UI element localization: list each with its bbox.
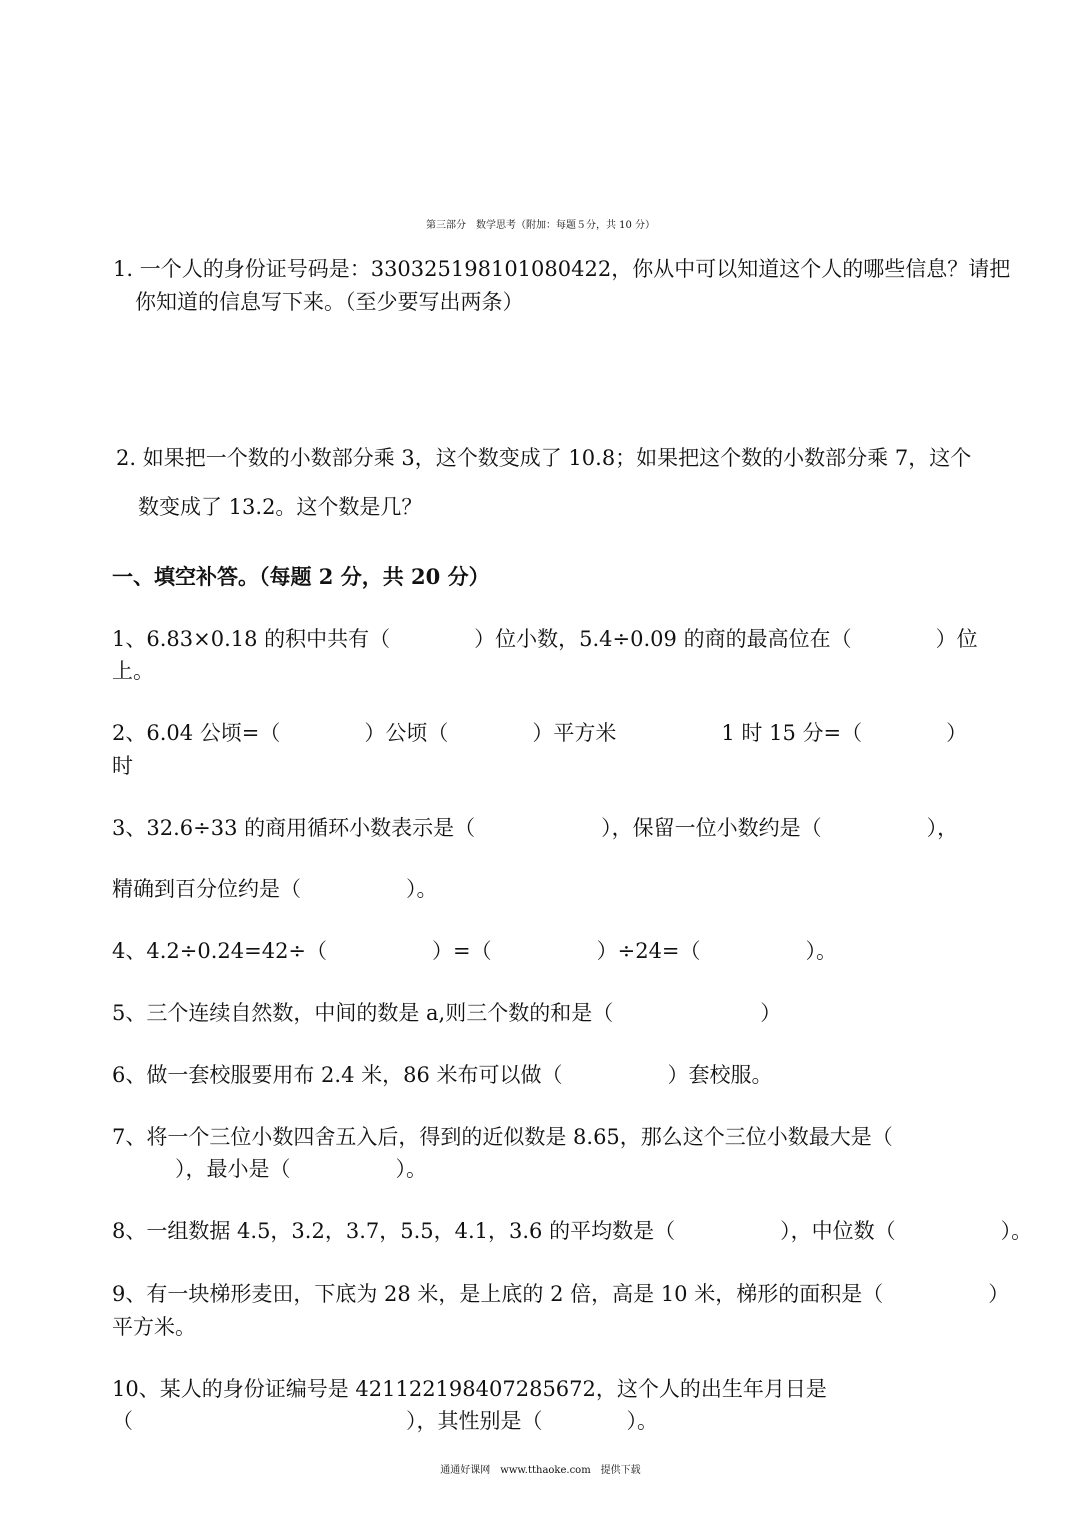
fill-item-3-cont: 精确到百分位约是（ ）。: [112, 877, 438, 901]
fill-item-10: 10、某人的身份证编号是 421122198407285672，这个人的出生年月日是: [112, 1377, 827, 1401]
fill-item-1-cont: 上。: [112, 659, 154, 683]
fill-item-1: 1、6.83×0.18 的积中共有（ ）位小数，5.4÷0.09 的商的最高位在（ ）位: [112, 627, 978, 651]
q2-line2: 数变成了 13.2。这个数是几？: [138, 495, 423, 519]
fill-item-10-cont: （ ），其性别是（ ）。: [112, 1409, 658, 1433]
fill-item-5: 5、三个连续自然数，中间的数是 a,则三个数的和是（ ）: [112, 1001, 782, 1025]
fill-item-7: 7、将一个三位小数四舍五入后，得到的近似数是 8.65，那么这个三位小数最大是（: [112, 1125, 893, 1149]
fill-item-9-cont: 平方米。: [112, 1315, 196, 1339]
page-footer: 通通好课网 www.tthaoke.com 提供下载: [440, 1465, 641, 1476]
fill-item-2: 2、6.04 公顷=（ ）公顷（ ）平方米 1 时 15 分=（ ）: [112, 721, 968, 745]
part3-title: 第三部分 数学思考（附加：每题５分，共 10 分）: [425, 220, 656, 231]
fill-item-9: 9、有一块梯形麦田，下底为 28 米，是上底的 2 倍，高是 10 米，梯形的面积是（ ）: [112, 1282, 1010, 1306]
fill-item-3: 3、32.6÷33 的商用循环小数表示是（ ），保留一位小数约是（ ），: [112, 816, 959, 840]
section1-heading: 一、填空补答。（每题 2 分，共 20 分）: [112, 564, 490, 589]
fill-item-2-cont: 时: [112, 754, 133, 778]
fill-item-6: 6、做一套校服要用布 2.4 米，86 米布可以做（ ）套校服。: [112, 1063, 773, 1087]
q2-line1: 2. 如果把一个数的小数部分乘 3，这个数变成了 10.8；如果把这个数的小数部分乘 7，这个: [116, 446, 972, 470]
q1-line1: 1. 一个人的身份证号码是：330325198101080422，你从中可以知道这个人的哪些信息？请把: [113, 257, 1011, 281]
fill-item-8: 8、一组数据 4.5，3.2，3.7，5.5，4.1，3.6 的平均数是（ ），中位数（ ）。: [112, 1219, 1033, 1243]
fill-item-7-cont: ），最小是（ ）。: [112, 1157, 427, 1181]
q1-line2: 你知道的信息写下来。（至少要写出两条）: [135, 290, 524, 314]
fill-item-4: 4、4.2÷0.24=42÷（ ）=（ ）÷24=（ ）。: [112, 939, 838, 963]
